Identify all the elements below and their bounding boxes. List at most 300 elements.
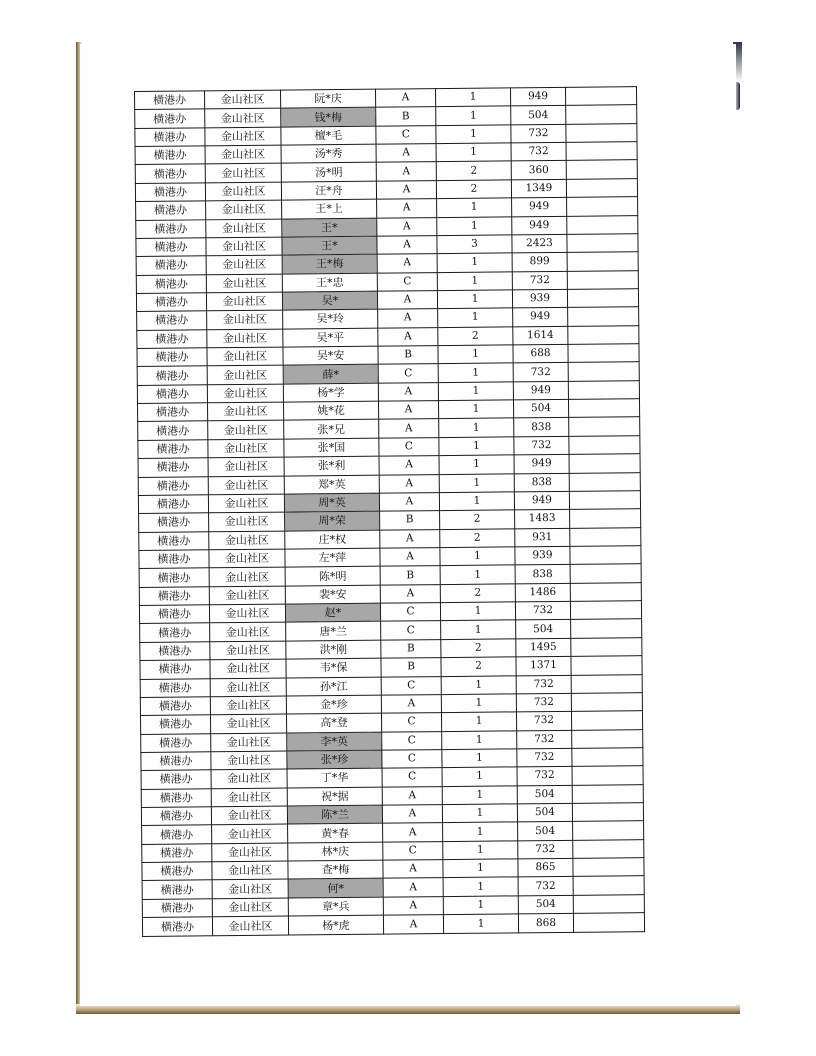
- note-cell: [566, 160, 637, 179]
- grade-cell: B: [381, 639, 441, 658]
- street-cell: 横港办: [142, 917, 212, 936]
- community-cell: 金山社区: [212, 861, 288, 880]
- grade-cell: A: [378, 327, 438, 346]
- amount-cell: 732: [518, 840, 573, 859]
- note-cell: [572, 784, 643, 803]
- count-cell: 1: [442, 730, 517, 749]
- community-cell: 金山社区: [208, 476, 284, 495]
- amount-cell: 732: [513, 363, 568, 382]
- street-cell: 横港办: [139, 513, 209, 532]
- name-cell: 高*登: [286, 713, 381, 732]
- amount-cell: 732: [517, 748, 572, 767]
- community-cell: 金山社区: [206, 292, 282, 311]
- note-cell: [571, 656, 642, 675]
- grade-cell: A: [380, 548, 440, 567]
- community-cell: 金山社区: [208, 439, 284, 458]
- street-cell: 横港办: [140, 697, 210, 716]
- grade-cell: B: [378, 346, 438, 365]
- street-cell: 横港办: [142, 899, 212, 918]
- note-cell: [571, 711, 642, 730]
- community-cell: 金山社区: [209, 512, 285, 531]
- amount-cell: 931: [515, 528, 570, 547]
- amount-cell: 838: [514, 473, 569, 492]
- amount-cell: 2423: [512, 234, 567, 253]
- street-cell: 横港办: [141, 807, 211, 826]
- count-cell: 2: [440, 584, 515, 603]
- count-cell: 1: [439, 492, 514, 511]
- community-cell: 金山社区: [208, 457, 284, 476]
- amount-cell: 504: [513, 399, 568, 418]
- count-cell: 1: [437, 290, 512, 309]
- table-body: [135, 87, 645, 937]
- grade-cell: A: [376, 144, 436, 163]
- count-cell: 1: [439, 455, 514, 474]
- amount-cell: 1614: [513, 326, 568, 345]
- street-cell: 横港办: [139, 550, 209, 569]
- count-cell: 1: [438, 382, 513, 401]
- note-cell: [573, 876, 644, 895]
- community-cell: 金山社区: [207, 384, 283, 403]
- grade-cell: C: [383, 841, 443, 860]
- amount-cell: 732: [512, 271, 567, 290]
- street-cell: 横港办: [140, 623, 210, 642]
- count-cell: 1: [442, 804, 517, 823]
- grade-cell: A: [377, 254, 437, 273]
- community-cell: 金山社区: [208, 494, 284, 513]
- street-cell: 横港办: [141, 752, 211, 771]
- count-cell: 1: [442, 767, 517, 786]
- grade-cell: A: [383, 878, 443, 897]
- grade-cell: A: [377, 291, 437, 310]
- amount-cell: 949: [510, 87, 565, 106]
- community-cell: 金山社区: [210, 696, 286, 715]
- grade-cell: C: [381, 621, 441, 640]
- note-cell: [567, 215, 638, 234]
- count-cell: 1: [438, 308, 513, 327]
- name-cell: 查*梅: [288, 860, 383, 879]
- street-cell: 横港办: [137, 348, 207, 367]
- note-cell: [567, 252, 638, 271]
- count-cell: 2: [438, 327, 513, 346]
- note-cell: [566, 123, 637, 142]
- grade-cell: A: [377, 217, 437, 236]
- community-cell: 金山社区: [205, 108, 281, 127]
- name-cell: 檀*毛: [281, 126, 376, 145]
- name-cell: 左*萍: [285, 548, 380, 567]
- name-cell: 汤*明: [281, 163, 376, 182]
- street-cell: 横港办: [135, 164, 205, 183]
- name-cell: 丁*华: [287, 768, 382, 787]
- community-cell: 金山社区: [207, 365, 283, 384]
- grade-cell: A: [379, 474, 439, 493]
- grade-cell: B: [381, 658, 441, 677]
- amount-cell: 949: [512, 198, 567, 217]
- note-cell: [573, 839, 644, 858]
- community-cell: 金山社区: [205, 90, 281, 109]
- name-cell: 汪*舟: [281, 181, 376, 200]
- count-cell: 2: [441, 639, 516, 658]
- count-cell: 1: [443, 841, 518, 860]
- name-cell: 王*: [282, 236, 377, 255]
- amount-cell: 504: [511, 106, 566, 125]
- amount-cell: 732: [517, 767, 572, 786]
- amount-cell: 865: [518, 858, 573, 877]
- amount-cell: 732: [518, 877, 573, 896]
- note-cell: [569, 435, 640, 454]
- count-cell: 1: [443, 822, 518, 841]
- name-cell: 周*荣: [285, 511, 380, 530]
- count-cell: 1: [443, 877, 518, 896]
- community-cell: 金山社区: [208, 421, 284, 440]
- street-cell: 横港办: [139, 587, 209, 606]
- note-cell: [572, 803, 643, 822]
- community-cell: 金山社区: [211, 751, 287, 770]
- count-cell: 1: [436, 106, 511, 125]
- name-cell: 杨*学: [283, 383, 378, 402]
- name-cell: 何*: [288, 879, 383, 898]
- amount-cell: 868: [518, 913, 573, 932]
- community-cell: 金山社区: [205, 182, 281, 201]
- note-cell: [571, 674, 642, 693]
- community-cell: 金山社区: [205, 145, 281, 164]
- community-cell: 金山社区: [205, 164, 281, 183]
- community-cell: 金山社区: [206, 274, 282, 293]
- community-cell: 金山社区: [212, 898, 288, 917]
- street-cell: 横港办: [142, 880, 212, 899]
- amount-cell: 732: [516, 712, 571, 731]
- name-cell: 金*珍: [286, 695, 381, 714]
- grade-cell: A: [377, 235, 437, 254]
- count-cell: 3: [437, 235, 512, 254]
- street-cell: 横港办: [140, 642, 210, 661]
- note-cell: [568, 344, 639, 363]
- grade-cell: A: [380, 529, 440, 548]
- note-cell: [571, 637, 642, 656]
- street-cell: 横港办: [140, 660, 210, 679]
- name-cell: 杨*虎: [288, 915, 383, 935]
- count-cell: 1: [441, 620, 516, 639]
- note-cell: [567, 289, 638, 308]
- grade-cell: C: [378, 364, 438, 383]
- note-cell: [568, 362, 639, 381]
- amount-cell: 949: [514, 455, 569, 474]
- street-cell: 横港办: [139, 605, 209, 624]
- note-cell: [566, 178, 637, 197]
- amount-cell: 732: [516, 675, 571, 694]
- street-cell: 横港办: [135, 146, 205, 165]
- name-cell: 孙*江: [286, 677, 381, 696]
- count-cell: 1: [439, 473, 514, 492]
- count-cell: 1: [438, 400, 513, 419]
- name-cell: 吴*: [282, 291, 377, 310]
- amount-cell: 504: [516, 620, 571, 639]
- community-cell: 金山社区: [211, 788, 287, 807]
- street-cell: 横港办: [137, 366, 207, 385]
- community-cell: 金山社区: [209, 531, 285, 550]
- street-cell: 横港办: [136, 293, 206, 312]
- name-cell: 王*: [282, 218, 377, 237]
- name-cell: 周*英: [284, 493, 379, 512]
- name-cell: 韦*保: [286, 658, 381, 677]
- grade-cell: C: [381, 676, 441, 695]
- street-cell: 横港办: [141, 788, 211, 807]
- community-cell: 金山社区: [210, 659, 286, 678]
- grade-cell: C: [380, 603, 440, 622]
- grade-cell: A: [375, 89, 435, 108]
- count-cell: 1: [439, 437, 514, 456]
- amount-cell: 732: [514, 436, 569, 455]
- community-cell: 金山社区: [210, 622, 286, 641]
- name-cell: 祝*据: [287, 787, 382, 806]
- community-cell: 金山社区: [210, 641, 286, 660]
- name-cell: 陈*兰: [287, 805, 382, 824]
- amount-cell: 732: [515, 601, 570, 620]
- street-cell: 横港办: [137, 311, 207, 330]
- note-cell: [571, 693, 642, 712]
- note-cell: [572, 748, 643, 767]
- name-cell: 唐*兰: [286, 622, 381, 641]
- amount-cell: 939: [512, 289, 567, 308]
- grade-cell: C: [379, 437, 439, 456]
- count-cell: 1: [441, 675, 516, 694]
- name-cell: 吴*安: [283, 346, 378, 365]
- street-cell: 横港办: [138, 476, 208, 495]
- street-cell: 横港办: [142, 862, 212, 881]
- name-cell: 王*上: [282, 199, 377, 218]
- community-cell: 金山社区: [205, 127, 281, 146]
- subsidy-table: [134, 86, 645, 937]
- name-cell: 庄*权: [285, 530, 380, 549]
- count-cell: 1: [437, 271, 512, 290]
- amount-cell: 504: [518, 822, 573, 841]
- grade-cell: C: [382, 731, 442, 750]
- note-cell: [573, 858, 644, 877]
- note-cell: [569, 472, 640, 491]
- note-cell: [570, 564, 641, 583]
- street-cell: 横港办: [136, 238, 206, 257]
- name-cell: 王*忠: [282, 273, 377, 292]
- name-cell: 吴*玲: [283, 309, 378, 328]
- count-cell: 1: [438, 345, 513, 364]
- name-cell: 陈*明: [285, 567, 380, 586]
- count-cell: 1: [435, 88, 510, 107]
- amount-cell: 732: [511, 124, 566, 143]
- amount-cell: 1371: [516, 656, 571, 675]
- street-cell: 横港办: [141, 733, 211, 752]
- note-cell: [571, 619, 642, 638]
- street-cell: 横港办: [136, 274, 206, 293]
- count-cell: 2: [440, 528, 515, 547]
- note-cell: [572, 766, 643, 785]
- amount-cell: 899: [512, 253, 567, 272]
- note-cell: [566, 105, 637, 124]
- grade-cell: C: [376, 125, 436, 144]
- note-cell: [568, 380, 639, 399]
- name-cell: 薛*: [283, 365, 378, 384]
- grade-cell: A: [383, 915, 443, 934]
- grade-cell: C: [382, 750, 442, 769]
- note-cell: [569, 454, 640, 473]
- name-cell: 张*兄: [284, 420, 379, 439]
- street-cell: 横港办: [135, 183, 205, 202]
- note-cell: [565, 87, 636, 106]
- street-cell: 横港办: [142, 825, 212, 844]
- street-cell: 横港办: [139, 568, 209, 587]
- count-cell: 1: [441, 712, 516, 731]
- street-cell: 横港办: [136, 219, 206, 238]
- name-cell: 黄*春: [288, 824, 383, 843]
- street-cell: 横港办: [135, 109, 205, 128]
- amount-cell: 360: [511, 161, 566, 180]
- count-cell: 1: [436, 143, 511, 162]
- note-cell: [570, 527, 641, 546]
- grade-cell: A: [382, 805, 442, 824]
- grade-cell: A: [378, 401, 438, 420]
- name-cell: 赵*: [285, 603, 380, 622]
- name-cell: 钱*梅: [281, 108, 376, 127]
- name-cell: 林*庆: [288, 842, 383, 861]
- name-cell: 裴*安: [285, 585, 380, 604]
- amount-cell: 1349: [511, 179, 566, 198]
- note-cell: [570, 601, 641, 620]
- amount-cell: 838: [515, 565, 570, 584]
- grade-cell: A: [379, 456, 439, 475]
- street-cell: 横港办: [135, 91, 205, 110]
- community-cell: 金山社区: [212, 916, 288, 936]
- community-cell: 金山社区: [209, 604, 285, 623]
- name-cell: 阮*庆: [280, 89, 375, 108]
- amount-cell: 1495: [516, 638, 571, 657]
- note-cell: [570, 546, 641, 565]
- amount-cell: 939: [515, 546, 570, 565]
- count-cell: 1: [441, 694, 516, 713]
- street-cell: 横港办: [141, 770, 211, 789]
- count-cell: 1: [439, 418, 514, 437]
- grade-cell: A: [376, 180, 436, 199]
- amount-cell: 949: [513, 381, 568, 400]
- name-cell: 洪*刚: [286, 640, 381, 659]
- note-cell: [567, 197, 638, 216]
- count-cell: 1: [436, 125, 511, 144]
- street-cell: 横港办: [137, 385, 207, 404]
- street-cell: 横港办: [140, 715, 210, 734]
- count-cell: 1: [443, 914, 518, 934]
- community-cell: 金山社区: [206, 255, 282, 274]
- name-cell: 郑*英: [284, 475, 379, 494]
- count-cell: 2: [436, 180, 511, 199]
- note-cell: [567, 270, 638, 289]
- note-cell: [573, 913, 644, 933]
- name-cell: 章*兵: [288, 897, 383, 916]
- grade-cell: A: [383, 860, 443, 879]
- street-cell: 横港办: [138, 421, 208, 440]
- name-cell: 李*英: [287, 732, 382, 751]
- count-cell: 1: [437, 216, 512, 235]
- amount-cell: 504: [517, 785, 572, 804]
- count-cell: 2: [440, 510, 515, 529]
- community-cell: 金山社区: [209, 567, 285, 586]
- street-cell: 横港办: [137, 329, 207, 348]
- note-cell: [569, 491, 640, 510]
- grade-cell: C: [382, 768, 442, 787]
- count-cell: 1: [442, 786, 517, 805]
- community-cell: 金山社区: [210, 678, 286, 697]
- community-cell: 金山社区: [211, 733, 287, 752]
- community-cell: 金山社区: [207, 329, 283, 348]
- grade-cell: A: [376, 162, 436, 181]
- count-cell: 1: [440, 547, 515, 566]
- community-cell: 金山社区: [207, 310, 283, 329]
- note-cell: [573, 821, 644, 840]
- grade-cell: C: [377, 272, 437, 291]
- street-cell: 横港办: [142, 844, 212, 863]
- count-cell: 1: [442, 749, 517, 768]
- note-cell: [568, 325, 639, 344]
- note-cell: [566, 142, 637, 161]
- note-cell: [568, 399, 639, 418]
- name-cell: 吴*平: [283, 328, 378, 347]
- street-cell: 横港办: [136, 201, 206, 220]
- amount-cell: 1483: [515, 510, 570, 529]
- amount-cell: 732: [516, 693, 571, 712]
- grade-cell: B: [380, 566, 440, 585]
- community-cell: 金山社区: [212, 824, 288, 843]
- community-cell: 金山社区: [206, 237, 282, 256]
- community-cell: 金山社区: [212, 843, 288, 862]
- note-cell: [572, 729, 643, 748]
- grade-cell: A: [378, 382, 438, 401]
- street-cell: 横港办: [138, 440, 208, 459]
- note-cell: [570, 509, 641, 528]
- community-cell: 金山社区: [211, 806, 287, 825]
- amount-cell: 732: [517, 730, 572, 749]
- amount-cell: 1486: [515, 583, 570, 602]
- name-cell: 张*利: [284, 456, 379, 475]
- community-cell: 金山社区: [206, 200, 282, 219]
- street-cell: 横港办: [138, 458, 208, 477]
- name-cell: 汤*秀: [281, 144, 376, 163]
- amount-cell: 688: [513, 344, 568, 363]
- name-cell: 王*梅: [282, 254, 377, 273]
- count-cell: 1: [443, 896, 518, 915]
- note-cell: [573, 894, 644, 913]
- street-cell: 横港办: [138, 403, 208, 422]
- street-cell: 横港办: [135, 128, 205, 147]
- note-cell: [568, 307, 639, 326]
- count-cell: 2: [441, 657, 516, 676]
- grade-cell: A: [381, 694, 441, 713]
- grade-cell: A: [377, 199, 437, 218]
- grade-cell: A: [383, 896, 443, 915]
- grade-cell: A: [379, 492, 439, 511]
- grade-cell: C: [381, 713, 441, 732]
- grade-cell: B: [380, 511, 440, 530]
- grade-cell: A: [380, 584, 440, 603]
- amount-cell: 504: [517, 803, 572, 822]
- count-cell: 2: [436, 161, 511, 180]
- note-cell: [570, 582, 641, 601]
- amount-cell: 838: [514, 418, 569, 437]
- community-cell: 金山社区: [212, 880, 288, 899]
- amount-cell: 732: [511, 142, 566, 161]
- name-cell: 张*珍: [287, 750, 382, 769]
- name-cell: 姚*花: [283, 401, 378, 420]
- count-cell: 1: [437, 253, 512, 272]
- grade-cell: A: [378, 309, 438, 328]
- count-cell: 1: [440, 565, 515, 584]
- note-cell: [567, 234, 638, 253]
- community-cell: 金山社区: [207, 402, 283, 421]
